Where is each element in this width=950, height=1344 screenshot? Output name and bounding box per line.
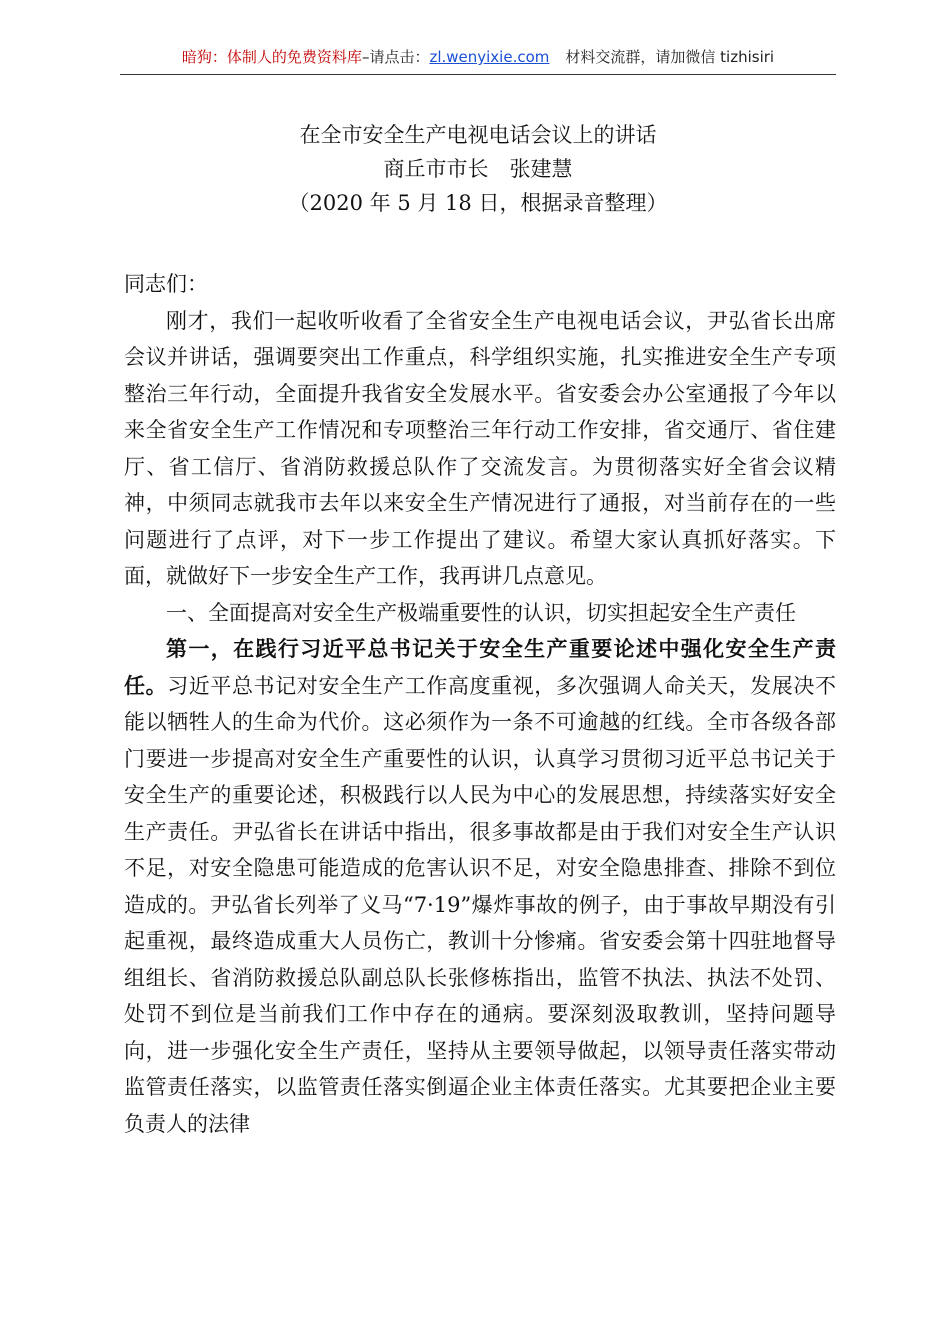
document-body bbox=[124, 266, 836, 1142]
section-heading: 一、全面提高对安全生产极端重要性的认识，切实担起安全生产责任 bbox=[166, 600, 796, 625]
point-lead: 第一，在践行习近平总书记关于安全生产重要论述中强化安全生产责任。 bbox=[124, 636, 836, 698]
header-link[interactable]: zl.wenyixie.com bbox=[429, 48, 550, 66]
point-body: 习近平总书记对安全生产工作高度重视，多次强调人命关天，发展决不能以牺牲人的生命为代价。这必须作为一条不可逾越的红线。全市各级各部门要进一步提高对安全生产重要性的认识，认真学习贯彻习近平总书记关于安全生产的重要论述，积极践行以人民为中心的发展思想，持续落实好安全生产责任。尹弘省长在讲话中指出，很多事故都是由于我们对安全生产认识不足，对安全隐患可能造成的危害认识不足，对安全隐患排查、排除不到位造成的。尹弘省长列举了义马“7·19”爆炸事故的例子，由于事故早期没有引起重视，最终造成重大人员伤亡，教训十分惨痛。省安委会第十四驻地督导组组长、省消防救援总队副总队长张修栋指出，监管不执法、执法不处罚、处罚不到位是当前我们工作中存在的通病。要深刻汲取教训，坚持问题导向，进一步强化安全生产责任，坚持从主要领导做起，以领导责任落实带动监管责任落实，以监管责任落实倒逼企业主体责任落实。尤其要把企业主要负责人的法律 bbox=[124, 673, 836, 1136]
opening-paragraph: 刚才，我们一起收听收看了全省安全生产电视电话会议，尹弘省长出席会议并讲话，强调要突出工作重点，科学组织实施，扎实推进安全生产专项整治三年行动，全面提升我省安全发展水平。省安委会办公室通报了今年以来全省安全生产工作情况和专项整治三年行动工作安排，省交通厅、省住建厅、省工信厅、省消防救援总队作了交流发言。为贯彻落实好全省会议精神，中须同志就我市去年以来安全生产情况进行了通报，对当前存在的一些问题进行了点评，对下一步工作提出了建议。希望大家认真抓好落实。下面，就做好下一步安全生产工作，我再讲几点意见。 bbox=[124, 308, 836, 588]
page-header bbox=[120, 44, 836, 75]
header-prompt: –请点击： bbox=[361, 48, 430, 66]
header-brand: 暗狗：体制人的免费资料库 bbox=[181, 48, 362, 66]
salutation: 同志们： bbox=[124, 272, 208, 296]
date-line: （2020 年 5 月 18 日，根据录音整理） bbox=[288, 191, 668, 215]
title-block bbox=[120, 118, 836, 220]
speaker-line: 商丘市市长 张建慧 bbox=[383, 157, 573, 181]
header-note: 材料交流群，请加微信 tizhisiri bbox=[565, 48, 775, 66]
document-title: 在全市安全生产电视电话会议上的讲话 bbox=[299, 123, 657, 147]
point-paragraph bbox=[124, 631, 836, 1142]
